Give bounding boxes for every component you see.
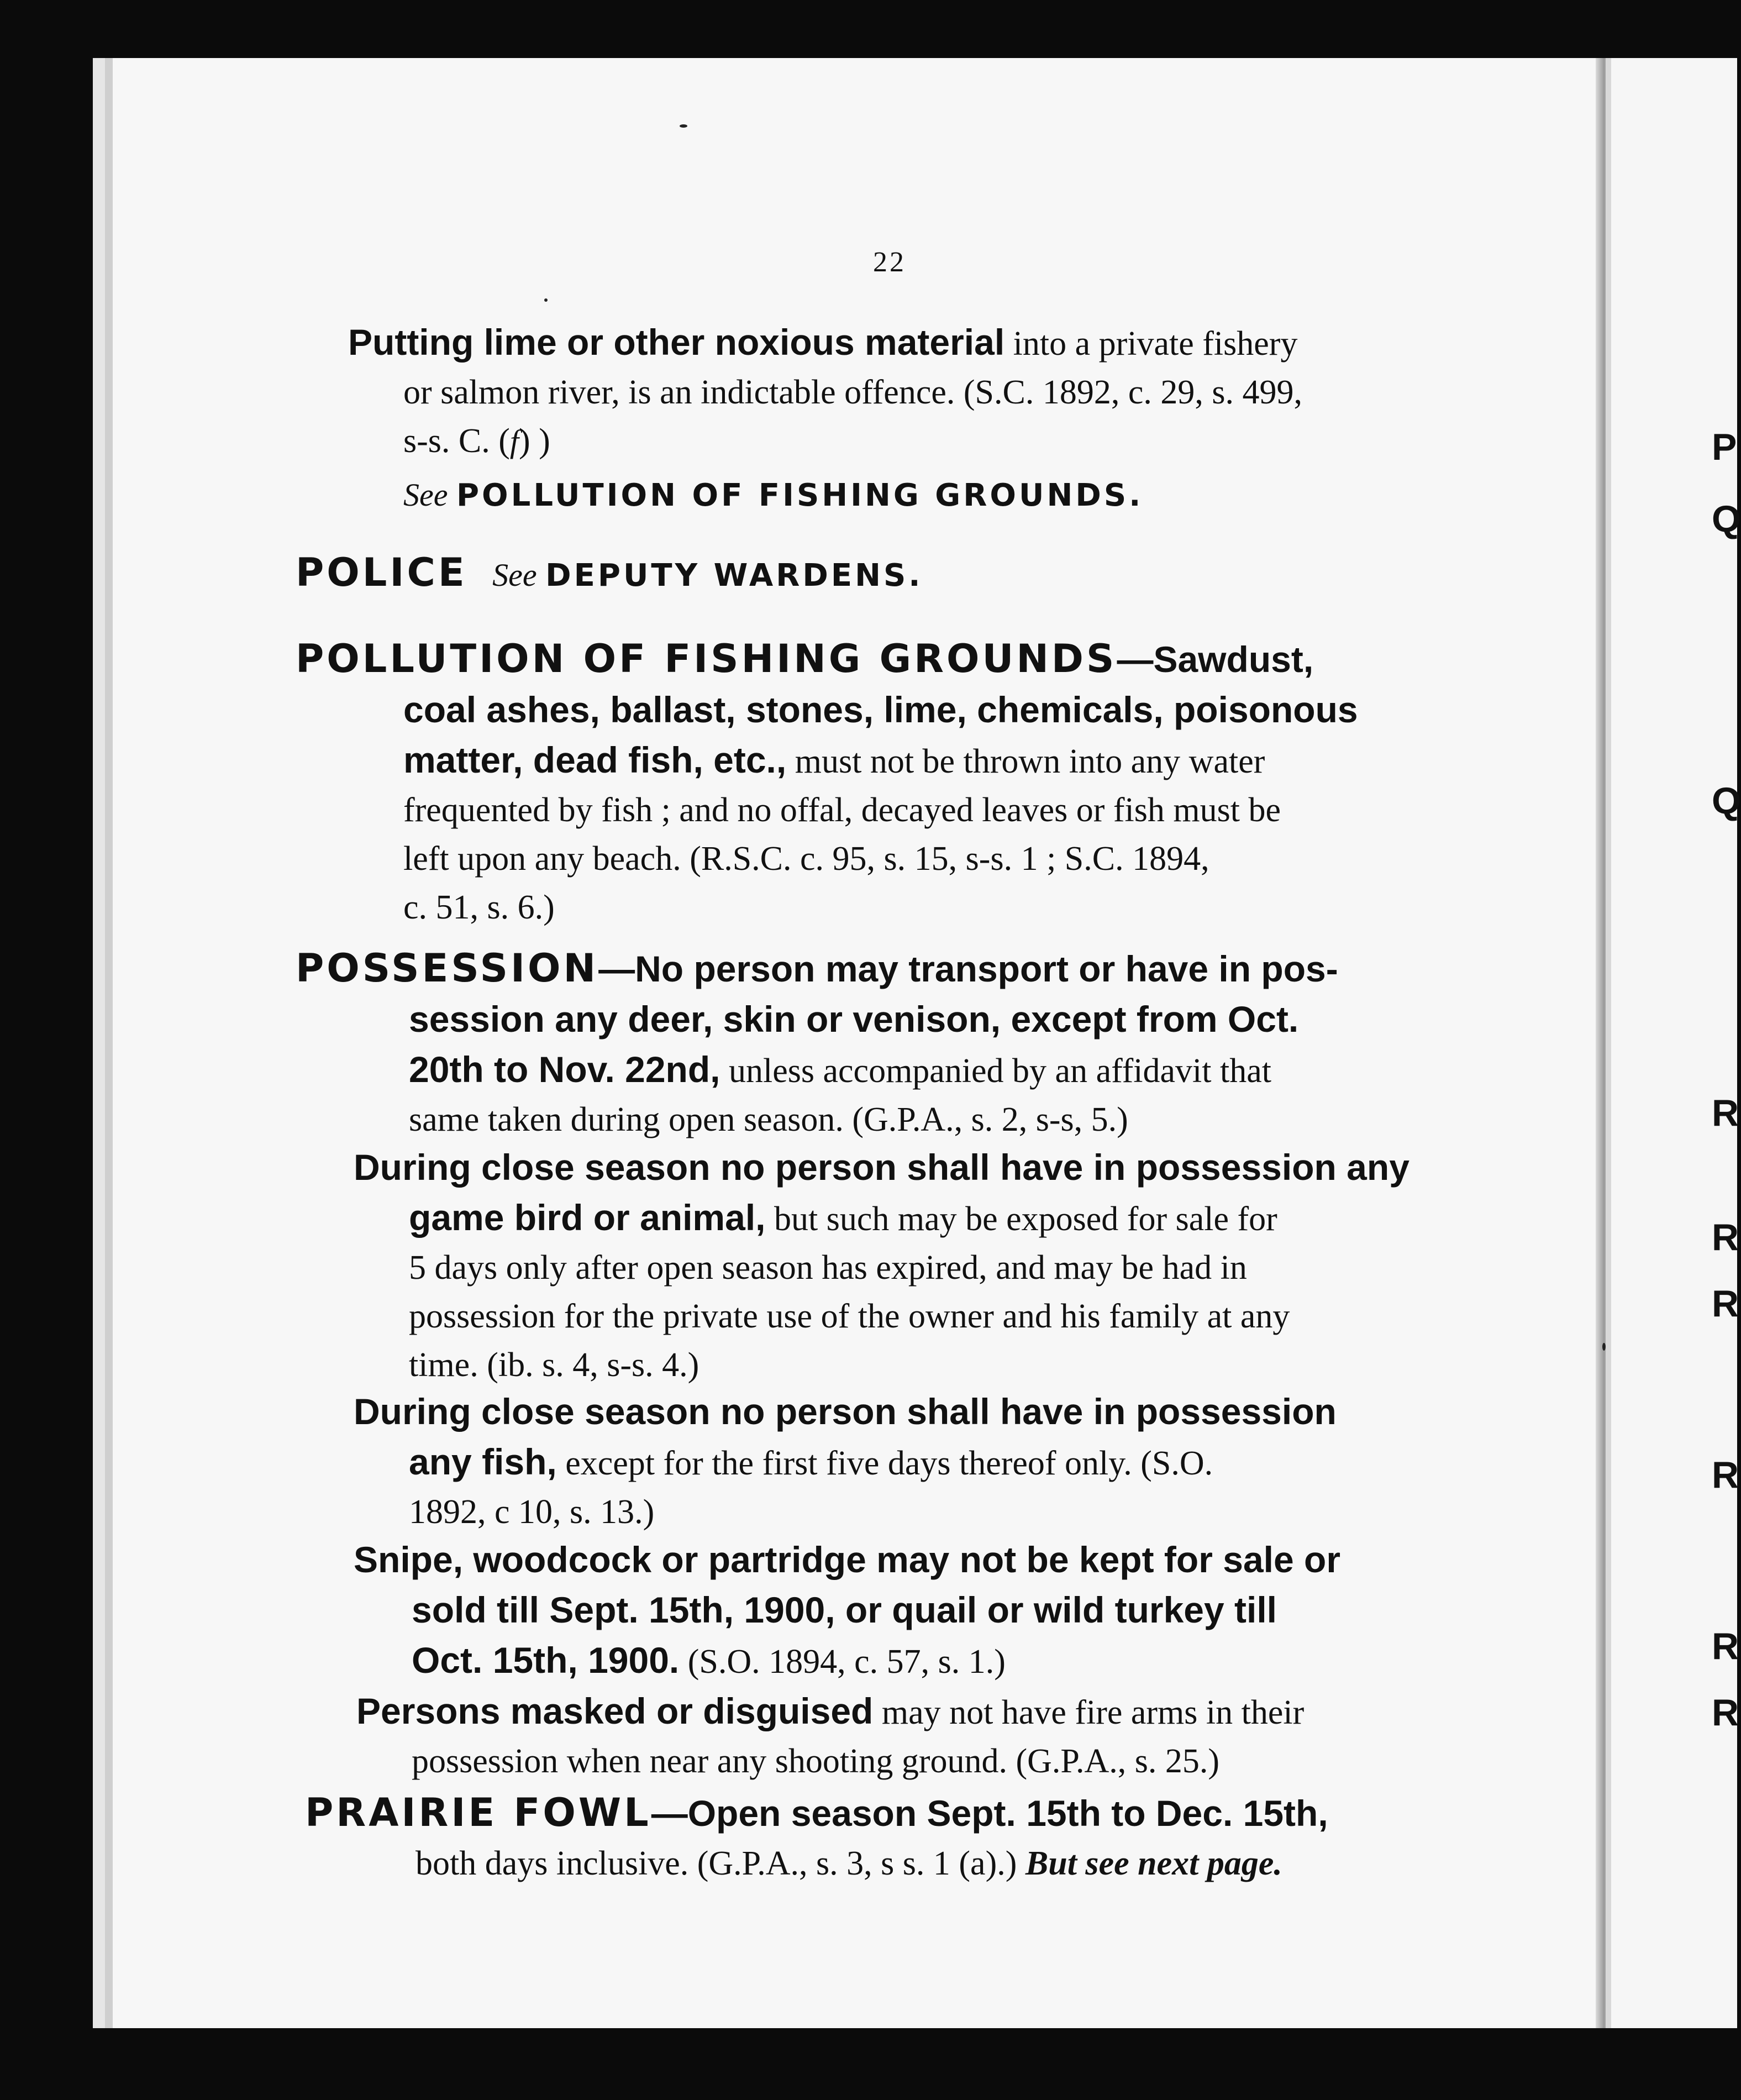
entry-line — [354, 1292, 1497, 1341]
bold-phrase: —No person may transport or have in pos- — [598, 948, 1338, 989]
body-text: c. 51, s. 6.) — [403, 889, 555, 926]
entry-line — [348, 368, 1486, 417]
entry-line — [354, 1535, 1497, 1586]
body-text: 5 days only after open season has expired, and may be had in — [409, 1249, 1247, 1287]
entry-line — [354, 1243, 1497, 1292]
scan-speck — [680, 124, 687, 128]
body-text: left upon any beach. (R.S.C. c. 95, s. 15, s-s. 1 ; S.C. 1894, — [403, 840, 1209, 878]
entry-heading: POLLUTION OF FISHING GROUNDS — [296, 636, 1117, 681]
body-text: or salmon river, is an indictable offence. (S.C. 1892, c. 29, s. 499, — [403, 374, 1302, 411]
body-text: frequented by fish ; and no offal, decayed leaves or fish must be — [403, 791, 1281, 829]
body-text: must not be thrown into any water — [786, 743, 1265, 780]
body-text: ) ) — [519, 422, 550, 460]
bold-phrase: Oct. 15th, 1900. — [412, 1640, 680, 1681]
body-text: s-s. C. ( — [403, 422, 510, 460]
bold-phrase: Putting lime or other noxious material — [348, 322, 1005, 363]
right-page-letter: R — [1712, 1625, 1739, 1667]
entry-line — [296, 786, 1492, 834]
entry-line — [356, 1687, 1500, 1737]
right-page-letter: P — [1712, 426, 1737, 468]
body-text: may not have fire arms in their — [873, 1694, 1305, 1731]
entry-line — [354, 1488, 1497, 1536]
right-page-letter: R — [1712, 1692, 1739, 1734]
entry-line — [354, 1341, 1497, 1389]
right-page-letter: R — [1712, 1454, 1739, 1496]
bold-phrase: 20th to Nov. 22nd, — [409, 1049, 720, 1090]
paragraph-close-season-game — [354, 1143, 1497, 1389]
page-number: 22 — [873, 246, 906, 278]
entry-line — [296, 736, 1492, 786]
body-text: but such may be exposed for sale for — [765, 1200, 1277, 1238]
entry-heading: POLICE — [296, 550, 467, 595]
bold-phrase: —Open season Sept. 15th to Dec. 15th, — [651, 1793, 1328, 1834]
entry-heading: PRAIRIE FOWL — [305, 1790, 651, 1835]
bold-phrase: During close season no person shall have in possession any — [354, 1147, 1409, 1188]
entry-line — [354, 1636, 1497, 1686]
entry-line — [354, 1586, 1497, 1636]
entry-line — [348, 417, 1486, 466]
entry-police — [296, 548, 1456, 600]
entry-line — [296, 1095, 1495, 1144]
body-text: possession when near any shooting ground. (G.P.A., s. 25.) — [412, 1742, 1220, 1780]
bold-phrase: matter, dead fish, etc., — [403, 739, 787, 780]
cross-reference: DEPUTY WARDENS. — [545, 558, 923, 594]
bold-phrase: During close season no person shall have in possession — [354, 1391, 1337, 1432]
see-label: See — [492, 557, 537, 593]
entry-line — [356, 1737, 1500, 1786]
entry-possession — [296, 944, 1495, 1144]
entry-line — [296, 685, 1492, 736]
see-reference — [348, 470, 1486, 520]
bold-phrase: session any deer, skin or venison, except from Oct. — [409, 999, 1299, 1040]
bold-phrase: game bird or animal, — [409, 1197, 766, 1238]
scan-speck — [544, 298, 548, 302]
right-page-letter: Q — [1712, 498, 1741, 540]
paragraph-snipe — [354, 1535, 1497, 1686]
bold-phrase: sold till Sept. 15th, 1900, or quail or wild turkey till — [412, 1589, 1277, 1630]
body-text: possession for the private use of the owner and his family at any — [409, 1298, 1290, 1335]
right-page-letter: R — [1712, 1283, 1739, 1325]
body-text: 1892, c 10, s. 13.) — [409, 1493, 655, 1531]
paragraph-close-season-fish — [354, 1387, 1497, 1536]
right-page-letter: R — [1712, 1092, 1739, 1134]
see-label: See — [403, 477, 448, 513]
bold-phrase: coal ashes, ballast, stones, lime, chemicals, poisonous — [403, 689, 1358, 730]
entry-heading: POSSESSION — [296, 946, 599, 991]
body-text: except for the first five days thereof only. (S.O. — [556, 1445, 1213, 1482]
cross-reference: POLLUTION OF FISHING GROUNDS. — [456, 477, 1144, 513]
scan-speck — [1602, 1343, 1606, 1351]
body-text: into a private fishery — [1004, 325, 1298, 363]
body-text: same taken during open season. (G.P.A., s. 2, s-s, 5.) — [409, 1101, 1128, 1138]
bold-phrase: any fish, — [409, 1441, 557, 1482]
body-text: both days inclusive. (G.P.A., s. 3, s s. 1 (a).) — [415, 1845, 1025, 1882]
italic-note: But see next page. — [1025, 1845, 1282, 1882]
entry-line — [296, 995, 1495, 1045]
entry-line — [354, 1387, 1497, 1437]
body-text: unless accompanied by an affidavit that — [720, 1052, 1271, 1090]
entry-line — [348, 318, 1486, 368]
entry-line — [354, 1143, 1497, 1193]
right-page-letter: Q — [1712, 780, 1741, 822]
bold-phrase: —Sawdust, — [1117, 639, 1314, 680]
entry-line — [296, 1045, 1495, 1095]
body-text: (S.O. 1894, c. 57, s. 1.) — [679, 1643, 1006, 1681]
bold-phrase: Persons masked or disguised — [356, 1691, 874, 1731]
entry-line — [296, 548, 1456, 600]
entry-pollution — [296, 634, 1492, 932]
entry-line — [305, 1788, 1498, 1839]
body-text: time. (ib. s. 4, s-s. 4.) — [409, 1346, 699, 1384]
entry-line — [354, 1193, 1497, 1243]
entry-line — [305, 1839, 1498, 1888]
entry-line — [296, 834, 1492, 883]
entry-prairie-fowl — [305, 1788, 1498, 1888]
entry-line — [296, 634, 1492, 685]
entry-line — [296, 944, 1495, 995]
entry-line — [296, 883, 1492, 932]
entry-putting-lime — [348, 318, 1486, 520]
entry-line — [354, 1437, 1497, 1488]
right-page-letter: R — [1712, 1216, 1739, 1258]
bold-phrase: Snipe, woodcock or partridge may not be kept for sale or — [354, 1539, 1341, 1580]
paragraph-masked — [356, 1687, 1500, 1786]
italic-letter: f — [509, 423, 519, 459]
